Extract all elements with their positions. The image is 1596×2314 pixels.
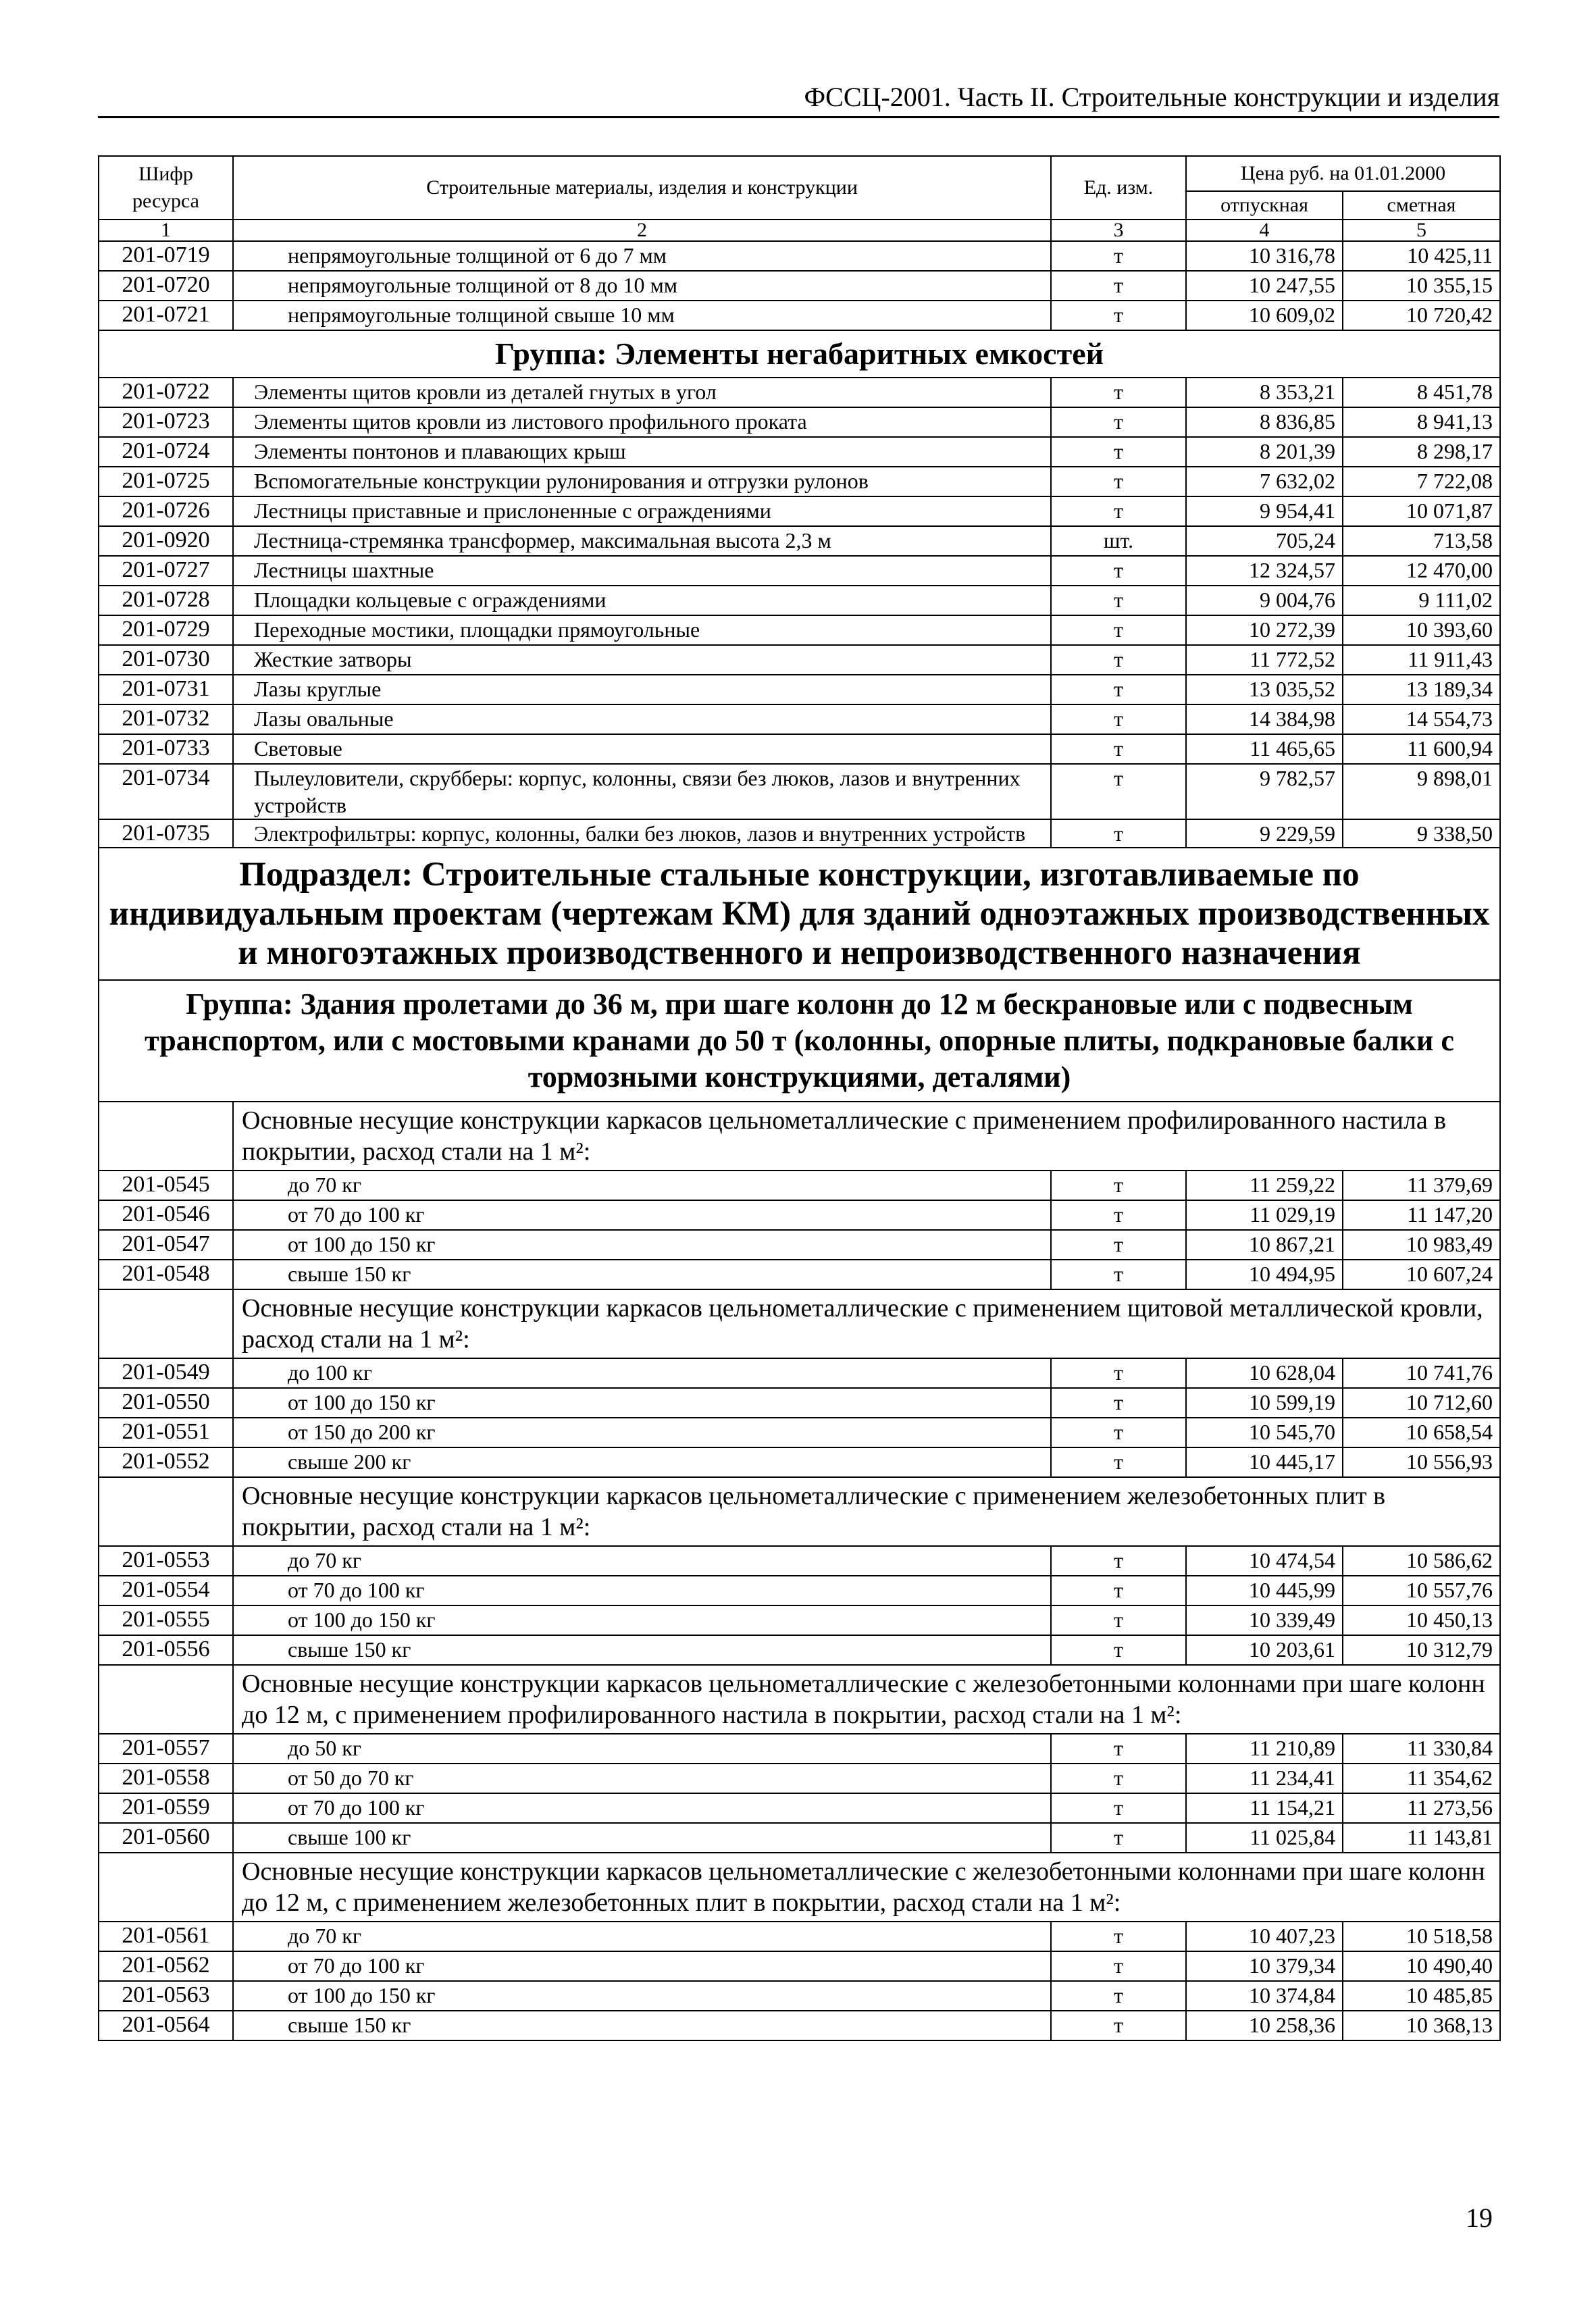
resource-code: 201-0554 (99, 1576, 233, 1605)
resource-code: 201-0730 (99, 645, 233, 675)
price-release: 10 494,95 (1186, 1260, 1343, 1289)
resource-name: от 50 до 70 кг (233, 1764, 1051, 1793)
unit-cell: т (1051, 1230, 1186, 1260)
price-release: 705,24 (1186, 526, 1343, 556)
price-release: 11 772,52 (1186, 645, 1343, 675)
resource-name: Световые (233, 734, 1051, 764)
price-estimate: 13 189,34 (1343, 675, 1500, 704)
resource-name: непрямоугольные толщиной свыше 10 мм (233, 301, 1051, 330)
table-row (99, 1951, 1500, 1981)
resource-code: 201-0562 (99, 1951, 233, 1981)
unit-cell: т (1051, 1734, 1186, 1764)
resource-code: 201-0920 (99, 526, 233, 556)
unit-cell: т (1051, 1605, 1186, 1635)
resource-name: от 70 до 100 кг (233, 1200, 1051, 1230)
resource-code: 201-0560 (99, 1823, 233, 1853)
resource-name: Лестницы приставные и прислоненные с ограждениями (233, 496, 1051, 526)
subgroup-row (99, 1102, 1500, 1171)
header-rule (98, 116, 1499, 118)
subgroup-row (99, 1853, 1500, 1922)
unit-cell: т (1051, 1200, 1186, 1230)
resource-code: 201-0556 (99, 1635, 233, 1665)
price-release: 10 316,78 (1186, 241, 1343, 271)
price-estimate: 8 451,78 (1343, 378, 1500, 407)
unit-cell: т (1051, 467, 1186, 496)
col-header-unit: Ед. изм. (1051, 156, 1186, 220)
resource-code: 201-0545 (99, 1171, 233, 1200)
resource-name: Элементы понтонов и плавающих крыш (233, 437, 1051, 467)
unit-cell: т (1051, 819, 1186, 848)
group-title: Группа: Элементы негабаритных емкостей (99, 330, 1500, 378)
table-row (99, 1764, 1500, 1793)
resource-code: 201-0549 (99, 1358, 233, 1388)
resource-name: Электрофильтры: корпус, колонны, балки без люков, лазов и внутренних устройств (233, 819, 1051, 848)
resource-name: непрямоугольные толщиной от 6 до 7 мм (233, 241, 1051, 271)
unit-cell: т (1051, 2011, 1186, 2040)
resource-name: Лестницы шахтные (233, 556, 1051, 586)
resource-code: 201-0722 (99, 378, 233, 407)
group-title-row (99, 330, 1500, 378)
price-release: 10 445,99 (1186, 1576, 1343, 1605)
price-release: 10 203,61 (1186, 1635, 1343, 1665)
price-release: 10 867,21 (1186, 1230, 1343, 1260)
price-estimate: 10 071,87 (1343, 496, 1500, 526)
table-row (99, 1230, 1500, 1260)
price-release: 14 384,98 (1186, 704, 1343, 734)
price-estimate: 12 470,00 (1343, 556, 1500, 586)
unit-cell: т (1051, 675, 1186, 704)
price-estimate: 10 658,54 (1343, 1418, 1500, 1447)
table-row (99, 1823, 1500, 1853)
table-row (99, 467, 1500, 496)
table-row (99, 496, 1500, 526)
unit-cell: т (1051, 1981, 1186, 2011)
resource-code: 201-0553 (99, 1546, 233, 1576)
table-row (99, 615, 1500, 645)
resource-name: свыше 100 кг (233, 1823, 1051, 1853)
table-row (99, 645, 1500, 675)
table-row (99, 437, 1500, 467)
price-estimate: 10 312,79 (1343, 1635, 1500, 1665)
price-estimate: 10 368,13 (1343, 2011, 1500, 2040)
resource-code: 201-0728 (99, 586, 233, 615)
col-number: 2 (233, 220, 1051, 241)
price-table (98, 155, 1501, 2041)
price-release: 10 247,55 (1186, 271, 1343, 301)
table-row (99, 1260, 1500, 1289)
unit-cell: т (1051, 1823, 1186, 1853)
resource-name: свыше 200 кг (233, 1447, 1051, 1477)
resource-code: 201-0546 (99, 1200, 233, 1230)
resource-name: от 70 до 100 кг (233, 1951, 1051, 1981)
resource-name: Вспомогательные конструкции рулонирования и отгрузки рулонов (233, 467, 1051, 496)
table-row (99, 526, 1500, 556)
table-row (99, 1546, 1500, 1576)
table-row (99, 271, 1500, 301)
col-number: 3 (1051, 220, 1186, 241)
resource-name: Элементы щитов кровли из деталей гнутых в угол (233, 378, 1051, 407)
resource-code: 201-0721 (99, 301, 233, 330)
price-estimate: 9 898,01 (1343, 764, 1500, 819)
price-release: 10 339,49 (1186, 1605, 1343, 1635)
price-release: 9 004,76 (1186, 586, 1343, 615)
price-estimate: 10 556,93 (1343, 1447, 1500, 1477)
resource-name: свыше 150 кг (233, 1260, 1051, 1289)
resource-code: 201-0555 (99, 1605, 233, 1635)
table-row (99, 2011, 1500, 2040)
price-estimate: 11 273,56 (1343, 1793, 1500, 1823)
unit-cell: т (1051, 1793, 1186, 1823)
price-estimate: 10 393,60 (1343, 615, 1500, 645)
price-estimate: 11 330,84 (1343, 1734, 1500, 1764)
unit-cell: т (1051, 556, 1186, 586)
unit-cell: т (1051, 1922, 1186, 1951)
price-release: 10 599,19 (1186, 1388, 1343, 1418)
unit-cell: т (1051, 1171, 1186, 1200)
subgroup-row (99, 1665, 1500, 1734)
price-release: 10 628,04 (1186, 1358, 1343, 1388)
price-estimate: 10 518,58 (1343, 1922, 1500, 1951)
price-estimate: 8 941,13 (1343, 407, 1500, 437)
price-release: 11 154,21 (1186, 1793, 1343, 1823)
unit-cell: т (1051, 378, 1186, 407)
resource-name: от 100 до 150 кг (233, 1230, 1051, 1260)
unit-cell: т (1051, 615, 1186, 645)
unit-cell: т (1051, 271, 1186, 301)
subgroup-title: Основные несущие конструкции каркасов цельнометаллические с железобетонными колоннами при шаге колонн до 12 м, с применением профилированного настила в покрытии, расход стали на 1 м²: (233, 1665, 1500, 1734)
resource-code: 201-0564 (99, 2011, 233, 2040)
subgroup-code-empty (99, 1477, 233, 1546)
price-estimate: 11 600,94 (1343, 734, 1500, 764)
unit-cell: т (1051, 1388, 1186, 1418)
table-row (99, 1576, 1500, 1605)
unit-cell: т (1051, 496, 1186, 526)
unit-cell: т (1051, 645, 1186, 675)
price-release: 11 234,41 (1186, 1764, 1343, 1793)
price-estimate: 10 557,76 (1343, 1576, 1500, 1605)
subgroup-row (99, 1477, 1500, 1546)
price-estimate: 11 379,69 (1343, 1171, 1500, 1200)
table-row (99, 1358, 1500, 1388)
subgroup-title: Основные несущие конструкции каркасов цельнометаллические с применением железобетонных плит в покрытии, расход стали на 1 м²: (233, 1477, 1500, 1546)
resource-name: Лазы круглые (233, 675, 1051, 704)
resource-name: Переходные мостики, площадки прямоугольные (233, 615, 1051, 645)
resource-code: 201-0724 (99, 437, 233, 467)
table-row (99, 378, 1500, 407)
resource-name: от 100 до 150 кг (233, 1981, 1051, 2011)
price-release: 11 029,19 (1186, 1200, 1343, 1230)
price-release: 10 374,84 (1186, 1981, 1343, 2011)
table-row (99, 407, 1500, 437)
unit-cell: т (1051, 1635, 1186, 1665)
col-header-price-release: отпускная (1186, 191, 1343, 220)
price-release: 9 954,41 (1186, 496, 1343, 526)
table-row (99, 586, 1500, 615)
price-estimate: 10 712,60 (1343, 1388, 1500, 1418)
group-title: Группа: Здания пролетами до 36 м, при шаге колонн до 12 м бескрановые или с подвесным транспортом, или с мостовыми кранами до 50 т (колонны, опорные плиты, подкрановые балки с тормозными конструкциями, деталями) (99, 980, 1500, 1102)
resource-code: 201-0729 (99, 615, 233, 645)
col-header-code: Шифр ресурса (99, 156, 233, 220)
resource-code: 201-0735 (99, 819, 233, 848)
resource-code: 201-0547 (99, 1230, 233, 1260)
price-release: 8 353,21 (1186, 378, 1343, 407)
unit-cell: т (1051, 1358, 1186, 1388)
price-release: 11 025,84 (1186, 1823, 1343, 1853)
col-number: 5 (1343, 220, 1500, 241)
resource-code: 201-0734 (99, 764, 233, 819)
price-estimate: 10 983,49 (1343, 1230, 1500, 1260)
resource-code: 201-0559 (99, 1793, 233, 1823)
price-estimate: 14 554,73 (1343, 704, 1500, 734)
price-release: 8 201,39 (1186, 437, 1343, 467)
unit-cell: т (1051, 1447, 1186, 1477)
resource-name: от 70 до 100 кг (233, 1576, 1051, 1605)
price-release: 10 609,02 (1186, 301, 1343, 330)
resource-code: 201-0733 (99, 734, 233, 764)
col-number: 4 (1186, 220, 1343, 241)
resource-name: от 150 до 200 кг (233, 1418, 1051, 1447)
table-row (99, 1981, 1500, 2011)
price-release: 11 210,89 (1186, 1734, 1343, 1764)
price-estimate: 713,58 (1343, 526, 1500, 556)
subgroup-code-empty (99, 1853, 233, 1922)
unit-cell: т (1051, 301, 1186, 330)
unit-cell: т (1051, 241, 1186, 271)
resource-code: 201-0557 (99, 1734, 233, 1764)
resource-name: Жесткие затворы (233, 645, 1051, 675)
subgroup-title: Основные несущие конструкции каркасов цельнометаллические с железобетонными колоннами при шаге колонн до 12 м, с применением железобетонных плит в покрытии, расход стали на 1 м²: (233, 1853, 1500, 1922)
resource-code: 201-0725 (99, 467, 233, 496)
table-row (99, 1734, 1500, 1764)
unit-cell: т (1051, 1951, 1186, 1981)
table-row (99, 1418, 1500, 1447)
resource-name: свыше 150 кг (233, 2011, 1051, 2040)
resource-name: непрямоугольные толщиной от 8 до 10 мм (233, 271, 1051, 301)
resource-name: до 70 кг (233, 1922, 1051, 1951)
resource-code: 201-0726 (99, 496, 233, 526)
price-release: 10 445,17 (1186, 1447, 1343, 1477)
price-release: 13 035,52 (1186, 675, 1343, 704)
table-row (99, 734, 1500, 764)
unit-cell: т (1051, 407, 1186, 437)
price-estimate: 11 143,81 (1343, 1823, 1500, 1853)
resource-name: до 70 кг (233, 1546, 1051, 1576)
subgroup-title: Основные несущие конструкции каркасов цельнометаллические с применением профилированного настила в покрытии, расход стали на 1 м²: (233, 1102, 1500, 1171)
price-release: 7 632,02 (1186, 467, 1343, 496)
price-estimate: 11 911,43 (1343, 645, 1500, 675)
resource-name: от 100 до 150 кг (233, 1605, 1051, 1635)
unit-cell: т (1051, 1260, 1186, 1289)
section-title-row (99, 848, 1500, 980)
price-estimate: 10 490,40 (1343, 1951, 1500, 1981)
price-estimate: 10 607,24 (1343, 1260, 1500, 1289)
resource-name: от 100 до 150 кг (233, 1388, 1051, 1418)
resource-code: 201-0719 (99, 241, 233, 271)
page-header: ФССЦ-2001. Часть II. Строительные конструкции и изделия (804, 82, 1499, 112)
table-row (99, 704, 1500, 734)
subgroup-code-empty (99, 1665, 233, 1734)
unit-cell: т (1051, 1764, 1186, 1793)
resource-code: 201-0732 (99, 704, 233, 734)
price-estimate: 8 298,17 (1343, 437, 1500, 467)
price-release: 11 465,65 (1186, 734, 1343, 764)
table-row (99, 1793, 1500, 1823)
resource-code: 201-0558 (99, 1764, 233, 1793)
resource-name: Элементы щитов кровли из листового профильного проката (233, 407, 1051, 437)
table-row (99, 1388, 1500, 1418)
unit-cell: т (1051, 437, 1186, 467)
price-estimate: 11 354,62 (1343, 1764, 1500, 1793)
resource-name: свыше 150 кг (233, 1635, 1051, 1665)
resource-code: 201-0551 (99, 1418, 233, 1447)
page-number: 19 (1466, 2203, 1493, 2233)
resource-name: Лазы овальные (233, 704, 1051, 734)
unit-cell: т (1051, 1418, 1186, 1447)
table-row (99, 556, 1500, 586)
price-release: 11 259,22 (1186, 1171, 1343, 1200)
col-header-name: Строительные материалы, изделия и конструкции (233, 156, 1051, 220)
resource-code: 201-0561 (99, 1922, 233, 1951)
table-row (99, 301, 1500, 330)
price-release: 10 272,39 (1186, 615, 1343, 645)
resource-code: 201-0552 (99, 1447, 233, 1477)
unit-cell: т (1051, 704, 1186, 734)
group-title-row (99, 980, 1500, 1102)
price-estimate: 10 485,85 (1343, 1981, 1500, 2011)
price-release: 10 258,36 (1186, 2011, 1343, 2040)
resource-code: 201-0731 (99, 675, 233, 704)
resource-code: 201-0563 (99, 1981, 233, 2011)
price-release: 9 229,59 (1186, 819, 1343, 848)
unit-cell: т (1051, 586, 1186, 615)
subgroup-code-empty (99, 1289, 233, 1358)
table-row (99, 241, 1500, 271)
resource-name: до 70 кг (233, 1171, 1051, 1200)
price-estimate: 10 355,15 (1343, 271, 1500, 301)
unit-cell: т (1051, 764, 1186, 819)
table-row (99, 819, 1500, 848)
table-row (99, 1922, 1500, 1951)
col-header-price-estimate: сметная (1343, 191, 1500, 220)
price-release: 10 474,54 (1186, 1546, 1343, 1576)
price-estimate: 10 425,11 (1343, 241, 1500, 271)
table-row (99, 675, 1500, 704)
table-row (99, 764, 1500, 819)
table-row (99, 1605, 1500, 1635)
price-estimate: 10 720,42 (1343, 301, 1500, 330)
subgroup-code-empty (99, 1102, 233, 1171)
price-release: 9 782,57 (1186, 764, 1343, 819)
table-row (99, 1200, 1500, 1230)
price-release: 10 545,70 (1186, 1418, 1343, 1447)
resource-name: Лестница-стремянка трансформер, максимальная высота 2,3 м (233, 526, 1051, 556)
price-estimate: 9 338,50 (1343, 819, 1500, 848)
price-estimate: 10 741,76 (1343, 1358, 1500, 1388)
unit-cell: т (1051, 1546, 1186, 1576)
resource-code: 201-0548 (99, 1260, 233, 1289)
resource-name: Пылеуловители, скрубберы: корпус, колонны, связи без люков, лазов и внутренних устройств (233, 764, 1051, 819)
price-release: 10 379,34 (1186, 1951, 1343, 1981)
section-title: Подраздел: Строительные стальные конструкции, изготавливаемые по индивидуальным проектам (чертежам КМ) для зданий одноэтажных производственных и многоэтажных производственного и непроизводственного назначения (99, 848, 1500, 980)
price-estimate: 10 450,13 (1343, 1605, 1500, 1635)
unit-cell: шт. (1051, 526, 1186, 556)
resource-code: 201-0723 (99, 407, 233, 437)
price-release: 8 836,85 (1186, 407, 1343, 437)
table-row (99, 1635, 1500, 1665)
price-estimate: 9 111,02 (1343, 586, 1500, 615)
price-estimate: 7 722,08 (1343, 467, 1500, 496)
resource-code: 201-0550 (99, 1388, 233, 1418)
resource-name: Площадки кольцевые с ограждениями (233, 586, 1051, 615)
price-release: 12 324,57 (1186, 556, 1343, 586)
resource-name: от 70 до 100 кг (233, 1793, 1051, 1823)
unit-cell: т (1051, 1576, 1186, 1605)
price-release: 10 407,23 (1186, 1922, 1343, 1951)
resource-code: 201-0727 (99, 556, 233, 586)
col-header-price: Цена руб. на 01.01.2000 (1186, 156, 1500, 191)
subgroup-title: Основные несущие конструкции каркасов цельнометаллические с применением щитовой металлической кровли, расход стали на 1 м²: (233, 1289, 1500, 1358)
price-estimate: 11 147,20 (1343, 1200, 1500, 1230)
resource-code: 201-0720 (99, 271, 233, 301)
col-number: 1 (99, 220, 233, 241)
price-estimate: 10 586,62 (1343, 1546, 1500, 1576)
table-row (99, 1447, 1500, 1477)
subgroup-row (99, 1289, 1500, 1358)
unit-cell: т (1051, 734, 1186, 764)
resource-name: до 100 кг (233, 1358, 1051, 1388)
table-row (99, 1171, 1500, 1200)
resource-name: до 50 кг (233, 1734, 1051, 1764)
